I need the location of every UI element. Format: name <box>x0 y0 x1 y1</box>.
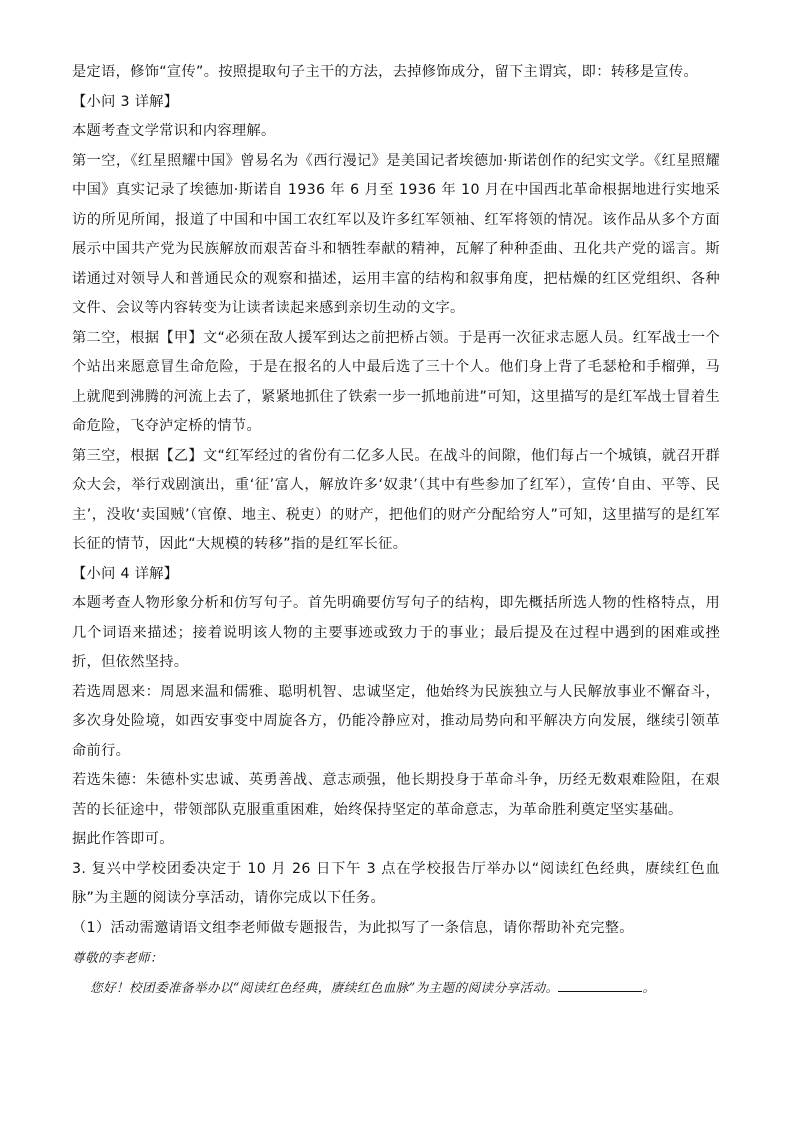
paragraph-second-blank: 第二空，根据【甲】文“必须在敌人援军到达之前把桥占领。于是再一次征求志愿人员。红军战士一个个站出来愿意冒生命危险，于是在报名的人中最后选了三十个人。他们身上背了毛瑟枪和手榴弹，马上就爬到沸腾的河流上去了，紧紧地抓住了铁索一步一抓地前进”可知，这里描写的是红军战士冒着生命危险，飞夺泸定桥的情节。 <box>72 329 720 434</box>
paragraph-topic-3: 本题考查文学常识和内容理解。 <box>72 123 276 139</box>
paragraph-line-1: 是定语，修饰“宣传”。按照提取句子主干的方法，去掉修饰成分，留下主谓宾，即：转移是宣传。 <box>72 64 698 80</box>
heading-subquestion-3: 【小问 3 详解】 <box>72 93 179 110</box>
letter-salutation: 尊敬的李老师： <box>72 950 163 965</box>
paragraph-third-blank: 第三空，根据【乙】文“红军经过的省份有二亿多人民。在战斗的间隙，他们每占一个城镇，就召开群众大会，举行戏剧演出，重‘征’富人，解放许多‘奴隶’（其中有些参加了红军），宣传‘自由、平等、民主’，没收‘卖国贼’（官僚、地主、税吏）的财产，把他们的财产分配给穷人”可知，这里描写的是红军长征的情节，因此“大规模的转移”指的是红军长征。 <box>72 447 720 552</box>
paragraph-first-blank: 第一空，《红星照耀中国》曾易名为《西行漫记》是美国记者埃德加·斯诺创作的纪实文学。《红星照耀中国》真实记录了埃德加·斯诺自 1936 年 6 月至 1936 年 10 月在中国西北革命根据地进行实地采访的所见所闻，报道了中国和中国工农红军以及许多红军领袖、红军将领的情况。该作品从多个方面展示中国共产党为民族解放而艰苦奋斗和牺牲奉献的精神，瓦解了种种歪曲、丑化共产党的谣言。斯诺通过对领导人和普通民众的观察和描述，运用丰富的结构和叙事角度，把枯燥的红区党组织、各种文件、会议等内容转变为让读者读起来感到亲切生动的文字。 <box>72 152 720 316</box>
question-3-task-1: （1）活动需邀请语文组李老师做专题报告，为此拟写了一条信息，请你帮助补充完整。 <box>72 919 634 936</box>
heading-subquestion-4: 【小问 4 详解】 <box>72 565 179 582</box>
letter-body <box>72 973 720 1003</box>
question-3-stem: 3. 复兴中学校团委决定于 10 月 26 日下午 3 点在学校报告厅举办以“阅读红色经典，赓续红色血脉”为主题的阅读分享活动，请你完成以下任务。 <box>72 860 720 906</box>
paragraph-zhu-de: 若选朱德：朱德朴实忠诚、英勇善战、意志顽强，他长期投身于革命斗争，历经无数艰难险阻，在艰苦的长征途中，带领部队克服重重困难，始终保持坚定的革命意志，为革命胜利奠定坚实基础。 <box>72 772 720 818</box>
paragraph-topic-4: 本题考查人物形象分析和仿写句子。首先明确要仿写句子的结构，即先概括所选人物的性格特点，用几个词语来描述；接着说明该人物的主要事迹或致力于的事业；最后提及在过程中遇到的困难或挫折，但依然坚持。 <box>72 595 720 670</box>
letter-body-text: 您好！校团委准备举办以“阅读红色经典，赓续红色血脉”为主题的阅读分享活动。 <box>90 980 559 995</box>
paragraph-conclusion: 据此作答即可。 <box>72 831 174 847</box>
letter-end-mark: 。 <box>642 980 656 995</box>
answer-blank[interactable] <box>558 977 642 992</box>
paragraph-zhou-enlai: 若选周恩来：周恩来温和儒雅、聪明机智、忠诚坚定，他始终为民族独立与人民解放事业不懈奋斗，多次身处险境，如西安事变中周旋各方，仍能冷静应对，推动局势向和平解决方向发展，继续引领革命前行。 <box>72 683 720 759</box>
